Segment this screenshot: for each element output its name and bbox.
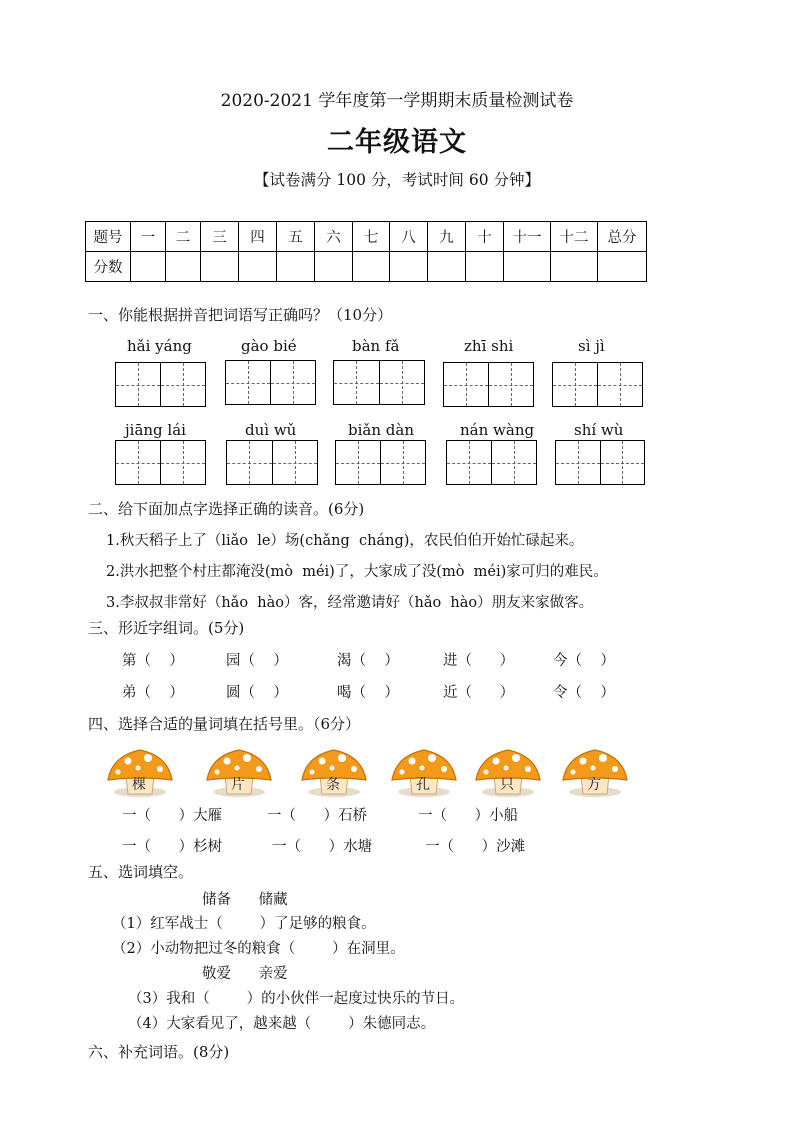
score-cell[interactable] — [504, 252, 551, 282]
section-2-title: 二、给下面加点字选择正确的读音。(6分) — [88, 500, 365, 518]
fill-sentence: （3）我和（ ）的小伙伴一起度过快乐的节日。 — [128, 991, 465, 1007]
writing-grid[interactable] — [115, 362, 206, 407]
score-header-cell: 十 — [466, 222, 504, 252]
score-header-cell: 九 — [428, 222, 466, 252]
fill-sentence: （2）小动物把过冬的粮食（ ）在洞里。 — [112, 941, 405, 957]
mushroom-label: 条 — [326, 777, 340, 793]
char-blank: 圆（ ） — [226, 685, 288, 701]
score-cell[interactable] — [277, 252, 315, 282]
score-cell[interactable] — [598, 252, 647, 282]
mushroom-card — [298, 746, 370, 798]
section-1-title: 一、你能根据拼音把词语写正确吗？（10分） — [88, 306, 393, 324]
char-blank: 喝（ ） — [337, 685, 399, 701]
score-header-cell: 三 — [201, 222, 239, 252]
score-cell[interactable] — [315, 252, 353, 282]
mushroom-label: 只 — [500, 777, 514, 793]
pinyin-label: bàn fǎ — [352, 337, 400, 355]
score-header-cell: 四 — [239, 222, 277, 252]
fill-sentence: （1）红军战士（ ）了足够的粮食。 — [112, 916, 376, 932]
score-header-cell: 一 — [131, 222, 166, 252]
score-header-cell: 题号 — [86, 222, 131, 252]
exam-info: 【试卷满分 100 分，考试时间 60 分钟】 — [253, 171, 541, 189]
score-row-label: 分数 — [86, 252, 131, 282]
measure-word-blank: 一（ ）杉树 — [122, 839, 223, 855]
writing-grid[interactable] — [443, 362, 534, 407]
char-blank: 令（ ） — [553, 685, 615, 701]
writing-grid[interactable] — [552, 362, 643, 407]
char-blank: 第（ ） — [122, 653, 184, 669]
section-4-title: 四、选择合适的量词填在括号里。（6分） — [88, 715, 361, 733]
writing-grid[interactable] — [555, 440, 645, 485]
pinyin-label: duì wǔ — [245, 421, 297, 439]
writing-grid[interactable] — [335, 440, 426, 485]
mushroom-label: 方 — [587, 777, 601, 793]
question-item: 3.李叔叔非常好（hǎo hào）客，经常邀请好（hǎo hào）朋友来家做客。 — [106, 595, 594, 611]
mushroom-card — [559, 746, 631, 798]
measure-word-blank: 一（ ）大雁 — [122, 808, 223, 824]
mushroom-card — [104, 746, 176, 798]
writing-grid[interactable] — [226, 440, 318, 485]
writing-grid[interactable] — [115, 440, 206, 485]
mushroom-label: 棵 — [132, 777, 146, 793]
pinyin-label: zhī shi — [464, 337, 514, 355]
writing-grid[interactable] — [446, 440, 537, 485]
fill-sentence: （4）大家看见了，越来越（ ）朱德同志。 — [128, 1016, 436, 1032]
score-cell[interactable] — [466, 252, 504, 282]
score-header-cell: 二 — [166, 222, 201, 252]
score-header-cell: 六 — [315, 222, 353, 252]
word-choices: 储备 储藏 — [202, 892, 288, 908]
char-blank: 渴（ ） — [337, 653, 399, 669]
pinyin-label: shí wù — [574, 421, 624, 439]
score-cell[interactable] — [131, 252, 166, 282]
mushroom-label: 孔 — [416, 777, 430, 793]
char-blank: 今（ ） — [553, 653, 615, 669]
pinyin-label: hǎi yáng — [127, 337, 192, 355]
mushroom-card — [472, 746, 544, 798]
section-5-title: 五、选词填空。 — [88, 863, 194, 881]
score-header-cell: 八 — [390, 222, 428, 252]
char-blank: 进（ ） — [443, 653, 515, 669]
score-header-cell: 五 — [277, 222, 315, 252]
section-6-title: 六、补充词语。(8分) — [88, 1043, 230, 1061]
section-3-title: 三、形近字组词。(5分) — [88, 619, 245, 637]
score-cell[interactable] — [428, 252, 466, 282]
writing-grid[interactable] — [225, 360, 316, 405]
char-blank: 弟（ ） — [122, 685, 184, 701]
word-choices: 敬爱 亲爱 — [202, 966, 288, 982]
score-table — [85, 221, 647, 282]
score-header-cell: 七 — [353, 222, 390, 252]
measure-word-blank: 一（ ）水塘 — [272, 839, 373, 855]
pinyin-label: biǎn dàn — [348, 421, 414, 439]
measure-word-blank: 一（ ）沙滩 — [425, 839, 526, 855]
score-table-header-row — [86, 222, 647, 252]
score-cell[interactable] — [551, 252, 598, 282]
char-blank: 园（ ） — [226, 653, 288, 669]
question-item: 1.秋天稻子上了（liǎo le）场(chǎng cháng)，农民伯伯开始忙碌起来。 — [106, 533, 584, 549]
pinyin-label: jiāng lái — [125, 421, 186, 439]
mushroom-card — [203, 746, 275, 798]
pinyin-label: gào bié — [241, 337, 297, 355]
pinyin-label: nán wàng — [460, 421, 535, 439]
score-cell[interactable] — [166, 252, 201, 282]
mushroom-card — [388, 746, 460, 798]
score-header-cell: 十二 — [551, 222, 598, 252]
question-item: 2.洪水把整个村庄都淹没(mò méi)了，大家成了没(mò méi)家可归的难民。 — [106, 564, 608, 580]
score-cell[interactable] — [239, 252, 277, 282]
score-cell[interactable] — [201, 252, 239, 282]
char-blank: 近（ ） — [443, 685, 515, 701]
pinyin-label: sì jì — [578, 337, 605, 355]
score-cell[interactable] — [390, 252, 428, 282]
mushroom-label: 片 — [231, 777, 245, 793]
exam-title: 二年级语文 — [327, 127, 467, 158]
score-header-cell: 十一 — [504, 222, 551, 252]
measure-word-blank: 一（ ）小船 — [418, 808, 519, 824]
exam-header: 2020-2021 学年度第一学期期末质量检测试卷 — [220, 91, 574, 111]
writing-grid[interactable] — [333, 360, 425, 405]
score-cell[interactable] — [353, 252, 390, 282]
measure-word-blank: 一（ ）石桥 — [267, 808, 368, 824]
score-header-cell: 总分 — [598, 222, 647, 252]
score-table-score-row — [86, 252, 647, 282]
